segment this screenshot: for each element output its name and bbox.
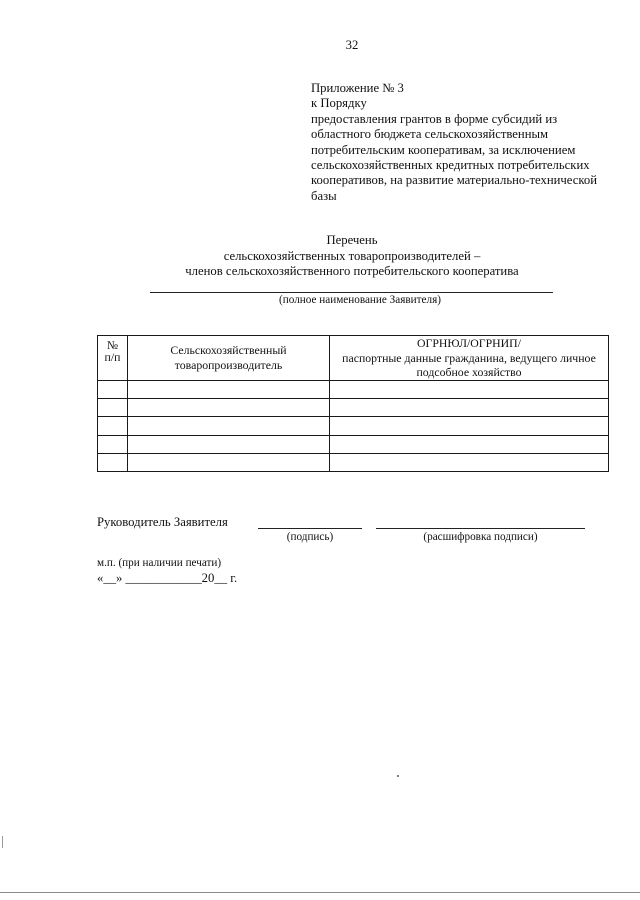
header-number [98, 336, 128, 381]
table-cell [98, 398, 128, 416]
appendix-line: базы [311, 188, 337, 203]
members-table [97, 335, 609, 472]
header-line: подсобное хозяйство [416, 365, 522, 379]
scan-bottom-edge [0, 892, 640, 893]
appendix-header [311, 81, 597, 204]
table-cell [98, 380, 128, 398]
appendix-line: сельскохозяйственных кредитных потребительских [311, 158, 590, 173]
table-cell [98, 435, 128, 453]
header-registration [330, 336, 609, 381]
header-line: Сельскохозяйственный [170, 342, 287, 357]
header-line: паспортные данные гражданина, ведущего личное [342, 350, 596, 365]
table-row [98, 454, 609, 472]
table-cell [330, 417, 609, 435]
appendix-line: к Порядку [311, 96, 367, 111]
table-row [98, 398, 609, 416]
header-line: товаропроизводитель [174, 357, 283, 372]
header-line: № [106, 338, 119, 352]
scan-speck [397, 775, 399, 777]
signatory-role: Руководитель Заявителя [97, 515, 228, 529]
table-row [98, 380, 609, 398]
appendix-line: предоставления грантов в форме субсидий из [311, 111, 558, 126]
page-number: 32 [345, 38, 359, 52]
appendix-line: Приложение № 3 [311, 81, 404, 95]
table-row [98, 435, 609, 453]
signature-blank [258, 528, 362, 529]
table-cell [128, 454, 330, 472]
table-cell [330, 380, 609, 398]
signature-decode-blank [376, 528, 585, 529]
appendix-line: областного бюджета сельскохозяйственным [311, 127, 549, 142]
scan-margin-mark [2, 836, 3, 848]
header-line: ОГРНЮЛ/ОГРНИП/ [417, 336, 521, 350]
appendix-line: кооперативов, на развитие материально-технической [311, 173, 598, 188]
table-cell [330, 398, 609, 416]
document-title [152, 233, 552, 280]
date-line: «__» ____________20__ г. [97, 571, 238, 585]
signature-caption: (подпись) [286, 531, 334, 543]
stamp-note: м.п. (при наличии печати) [97, 557, 222, 569]
appendix-line: потребительским кооперативам, за исключением [311, 142, 576, 157]
table-cell [128, 435, 330, 453]
table-header-row [98, 336, 609, 381]
table-cell [98, 417, 128, 435]
title-line: Перечень [326, 233, 378, 247]
applicant-name-blank [150, 292, 553, 293]
table-cell [128, 380, 330, 398]
header-line: п/п [104, 350, 121, 364]
header-producer [128, 336, 330, 381]
table-cell [128, 417, 330, 435]
signature-decode-caption: (расшифровка подписи) [423, 531, 538, 543]
table-cell [128, 398, 330, 416]
table-row [98, 417, 609, 435]
table-cell [98, 454, 128, 472]
table-cell [330, 435, 609, 453]
applicant-name-caption: (полное наименование Заявителя) [279, 294, 441, 306]
title-line: сельскохозяйственных товаропроизводителей – [223, 248, 481, 263]
table-cell [330, 454, 609, 472]
title-line: членов сельскохозяйственного потребительского кооператива [185, 264, 519, 278]
